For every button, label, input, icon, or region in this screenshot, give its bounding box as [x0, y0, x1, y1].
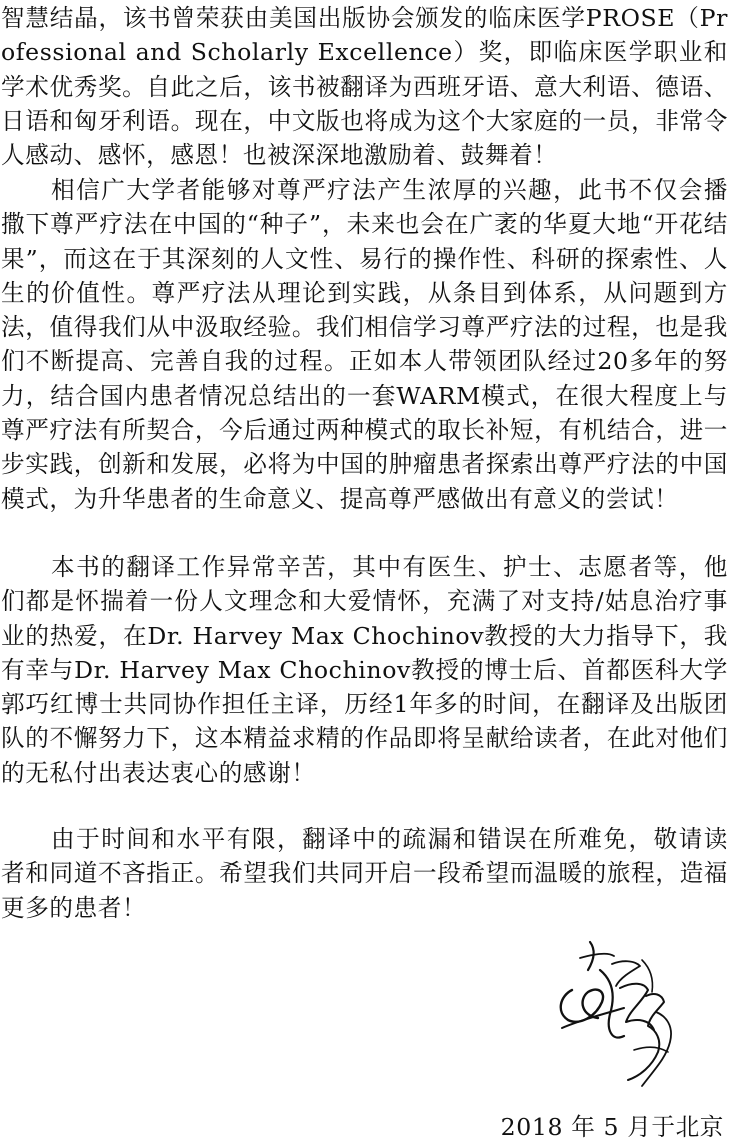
handwritten-signature — [550, 930, 700, 1090]
paragraph: 由于时间和水平有限，翻译中的疏漏和错误在所难免，敬请读者和同道不吝指正。希望我们共同开启一段希望而温暖的旅程，造福更多的患者！ — [1, 825, 728, 922]
paragraph-continued: 智慧结晶，该书曾荣获由美国出版协会颁发的临床医学PROSE（Professional and Scholarly Excellence）奖，即临床医学职业和学术优秀奖。自此之后，该书被翻译为西班牙语、意大利语、德语、日语和匈牙利语。现在，中文版也将成为这个大家庭的一员，非常令人感动、感怀，感恩！也被深深地激励着、鼓舞着！ — [1, 4, 728, 170]
paragraph: 本书的翻译工作异常辛苦，其中有医生、护士、志愿者等，他们都是怀揣着一份人文理念和大爱情怀，充满了对支持/姑息治疗事业的热爱，在Dr. Harvey Max Chochinov教授的大力指导下，我有幸与Dr. Harvey Max Chochinov教授的博士后、首都医科大学郭巧红博士共同协作担任主译，历经1年多的时间，在翻译及出版团队的不懈努力下，这本精益求精的作品即将呈献给读者，在此对他们的无私付出表达衷心的感谢！ — [1, 553, 728, 787]
paragraph: 相信广大学者能够对尊严疗法产生浓厚的兴趣，此书不仅会播撒下尊严疗法在中国的“种子”，未来也会在广袤的华夏大地“开花结果”，而这在于其深刻的人文性、易行的操作性、科研的探索性、人生的价值性。尊严疗法从理论到实践，从条目到体系，从问题到方法，值得我们从中汲取经验。我们相信学习尊严疗法的过程，也是我们不断提高、完善自我的过程。正如本人带领团队经过20多年的努力，结合国内患者情况总结出的一套WARM模式，在很大程度上与尊严疗法有所契合，今后通过两种模式的取长补短，有机结合，进一步实践，创新和发展，必将为中国的肿瘤患者探索出尊严疗法的中国模式，为升华患者的生命意义、提高尊严感做出有意义的尝试！ — [1, 176, 728, 513]
date-place-line: 2018 年 5 月于北京 — [500, 1113, 724, 1141]
